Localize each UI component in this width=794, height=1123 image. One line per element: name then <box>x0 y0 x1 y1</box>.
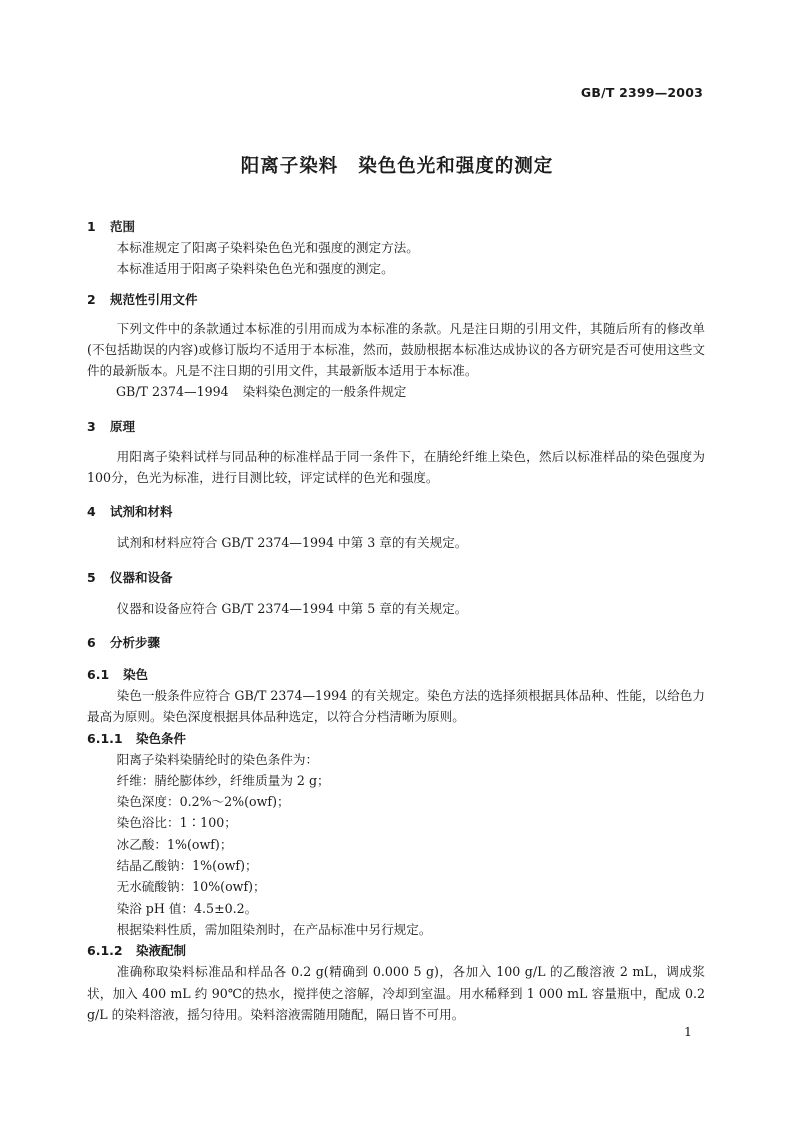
section-title: 染液配制 <box>136 943 187 959</box>
section-3-heading <box>87 416 705 437</box>
reference-code: GB/T 2374—1994 <box>116 384 229 400</box>
dyeing-condition-line: 纤维：腈纶膨体纱，纤维质量为 2 g； <box>116 772 330 788</box>
section-number: 6 <box>87 634 96 650</box>
standard-code: GB/T 2399—2003 <box>580 85 703 100</box>
paragraph: 染色一般条件应符合 GB/T 2374—1994 的有关规定。染色方法的选择须根据具体品种、性能，以给色力最高为原则。染色深度根据具体品种选定，以符合分档清晰为原则。 <box>87 687 705 725</box>
section-title: 分析步骤 <box>110 634 161 650</box>
section-title: 染色 <box>123 666 149 682</box>
section-title: 试剂和材料 <box>110 504 173 520</box>
page-number: 1 <box>684 1024 692 1039</box>
section-2-heading <box>87 289 705 310</box>
section-number: 4 <box>87 504 96 520</box>
section-5-heading <box>87 567 705 588</box>
section-title: 规范性引用文件 <box>110 291 198 307</box>
paragraph: 用阳离子染料试样与同品种的标准样品于同一条件下，在腈纶纤维上染色，然后以标准样品的染色强度为100分，色光为标准，进行目测比较，评定试样的色光和强度。 <box>87 448 705 486</box>
dyeing-condition-line: 无水硫酸钠：10%(owf)； <box>116 879 266 895</box>
dyeing-condition-line: 染色浴比：1∶100； <box>116 815 237 831</box>
document-body <box>87 216 705 1025</box>
page-title <box>0 152 794 178</box>
dyeing-condition-line: 阳离子染料染腈纶时的染色条件为： <box>116 751 319 767</box>
title-part-2: 染色色光和强度的测定 <box>358 156 554 177</box>
section-number: 6.1.2 <box>87 943 123 959</box>
section-title: 范围 <box>110 219 136 234</box>
section-number: 6.1.1 <box>87 730 123 746</box>
reference-title: 染料染色测定的一般条件规定 <box>242 384 407 400</box>
section-6-1-2-heading <box>87 940 705 961</box>
paragraph: 仪器和设备应符合 GB/T 2374—1994 中第 5 章的有关规定。 <box>116 600 468 616</box>
paragraph: 下列文件中的条款通过本标准的引用而成为本标准的条款。凡是注日期的引用文件，其随后所有的修改单(不包括勘误的内容)或修订版均不适用于本标准，然而，鼓励根据本标准达成协议的各方研究是否可使用这些文件的最新版本。凡是不注日期的引用文件，其最新版本适用于本标准。 <box>87 320 705 379</box>
normative-reference <box>87 381 705 402</box>
section-4-heading <box>87 501 705 522</box>
section-6-heading <box>87 632 705 653</box>
section-number: 2 <box>87 291 96 307</box>
section-1-heading <box>87 216 705 237</box>
paragraph: 准确称取染料标准品和样品各 0.2 g(精确到 0.000 5 g)，各加入 100 g/L 的乙酸溶液 2 mL，调成浆状，加入 400 mL 约 90℃的热水，搅拌使之溶解，冷却到室温。用水稀释到 1 000 mL 容量瓶中，配成 0.2 g/L 的染料溶液，摇匀待用。染料溶液需随用随配，隔日皆不可用。 <box>87 964 705 1022</box>
dyeing-condition-line: 染色深度：0.2%～2%(owf)； <box>116 794 290 810</box>
section-title: 染色条件 <box>136 730 187 746</box>
paragraph: 本标准规定了阳离子染料染色色光和强度的测定方法。 <box>116 240 419 255</box>
section-number: 5 <box>87 569 96 585</box>
title-part-1: 阳离子染料 <box>240 156 339 177</box>
section-6-1-heading <box>87 664 705 685</box>
section-number: 6.1 <box>87 666 110 682</box>
dyeing-condition-line: 染浴 pH 值：4.5±0.2。 <box>116 900 258 916</box>
section-title: 原理 <box>110 418 136 434</box>
paragraph: 本标准适用于阳离子染料染色色光和强度的测定。 <box>116 261 394 277</box>
section-number: 1 <box>87 219 96 234</box>
dyeing-condition-line: 结晶乙酸钠：1%(owf)； <box>116 858 258 874</box>
section-title: 仪器和设备 <box>110 569 173 585</box>
dyeing-condition-line: 冰乙酸：1%(owf)； <box>116 836 233 852</box>
paragraph: 试剂和材料应符合 GB/T 2374—1994 中第 3 章的有关规定。 <box>116 535 468 551</box>
section-number: 3 <box>87 418 96 434</box>
section-6-1-1-heading <box>87 728 705 749</box>
dyeing-condition-line: 根据染料性质，需加阻染剂时，在产品标准中另行规定。 <box>116 921 432 937</box>
